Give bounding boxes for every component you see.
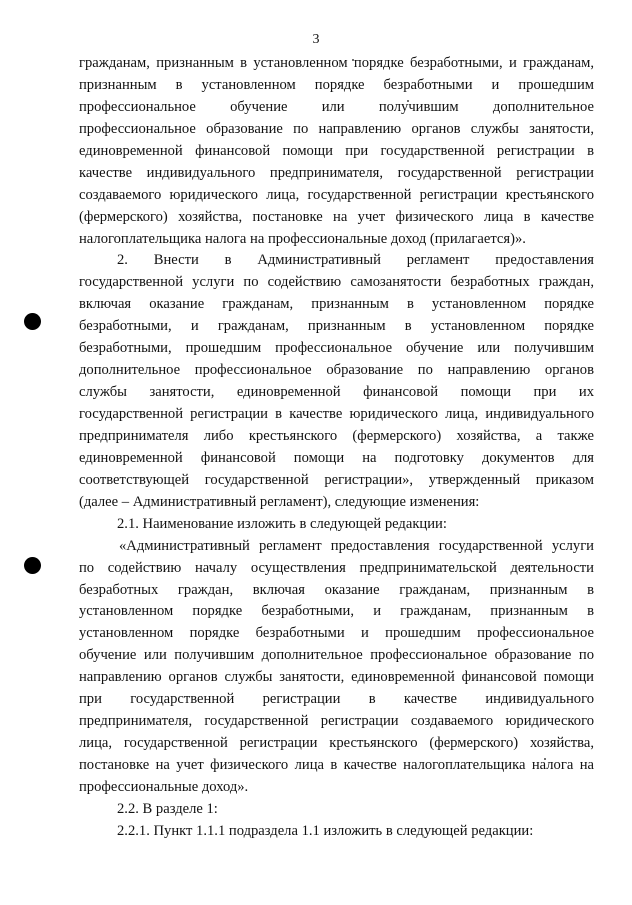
text-line: 2.1. Наименование изложить в следующей редакции:	[117, 515, 447, 532]
text-line: профессиональное обучение или получившим дополнительное	[79, 98, 594, 115]
text-line: постановке на учет физического лица в качестве налогоплательщика налога на	[79, 757, 594, 773]
text-line: «Административный регламент предоставления государственной услуги	[119, 537, 594, 554]
text-line: (далее – Административный регламент), следующие изменения:	[79, 493, 480, 510]
text-line: (фермерского) хозяйства, постановке на учет физического лица в качестве	[79, 208, 594, 225]
text-line: единовременной финансовой помощи на подготовку документов для	[79, 449, 594, 466]
text-line: лица, государственной регистрации крестьянского (фермерского) хозяйства,	[79, 735, 594, 752]
text-line: безработными, прошедшим профессиональное обучение или получившим	[79, 340, 594, 357]
text-line: предпринимателя либо крестьянского (фермерского) хозяйства, а также	[79, 427, 594, 444]
text-line: направлению органов службы занятости, единовременной финансовой помощи	[79, 669, 594, 686]
text-line: обучение или получившим дополнительное профессиональное образование по	[79, 647, 594, 664]
text-line: безработных граждан, включая оказание гражданам, признанным в	[79, 581, 594, 598]
text-line: соответствующей государственной регистрации», утвержденный приказом	[79, 471, 594, 488]
text-line: гражданам, признанным в установленном порядке безработными, и гражданам,	[79, 55, 594, 71]
text-line: включая оказание гражданам, признанным в установленном порядке	[79, 296, 594, 313]
text-line: безработными, и гражданам, признанным в установленном порядке	[79, 318, 594, 335]
text-line: профессиональное образование по направлению органов службы занятости,	[79, 120, 594, 137]
text-line: по содействию началу осуществления предпринимательской деятельности	[79, 559, 594, 576]
binder-hole-top	[24, 313, 41, 330]
text-line: государственной услуги по содействию самозанятости безработных граждан,	[79, 274, 594, 291]
text-line: 2.2. В разделе 1:	[117, 800, 218, 817]
text-line: качестве индивидуального предпринимателя, государственной регистрации	[79, 164, 594, 181]
text-line: установленном порядке безработными, и гражданам, признанным в	[79, 603, 594, 620]
text-line: 2. Внести в Административный регламент предоставления	[117, 252, 594, 269]
binder-hole-bottom	[24, 557, 41, 574]
text-line: признанным в установленном порядке безработными и прошедшим	[79, 76, 594, 93]
text-line: налогоплательщика налога на профессиональные доход (прилагается)».	[79, 230, 526, 247]
document-body	[79, 53, 594, 843]
text-line: создаваемого юридического лица, государственной регистрации крестьянского	[79, 186, 594, 203]
text-line: дополнительное профессиональное образование по направлению органов	[79, 362, 594, 379]
text-line: установленном порядке безработными и прошедшим профессиональное	[79, 625, 594, 642]
text-line: службы занятости, единовременной финансовой помощи при их	[79, 384, 594, 401]
text-line: государственной регистрации в качестве юридического лица, индивидуального	[79, 406, 594, 422]
page-number: 3	[312, 32, 320, 47]
text-line: единовременной финансовой помощи при государственной регистрации в	[79, 142, 594, 159]
text-line: предпринимателя, государственной регистрации создаваемого юридического	[79, 713, 594, 730]
text-line: 2.2.1. Пункт 1.1.1 подраздела 1.1 изложить в следующей редакции:	[117, 822, 534, 839]
text-line: при государственной регистрации в качестве индивидуального	[79, 691, 594, 708]
text-line: профессиональные доход».	[79, 778, 249, 795]
